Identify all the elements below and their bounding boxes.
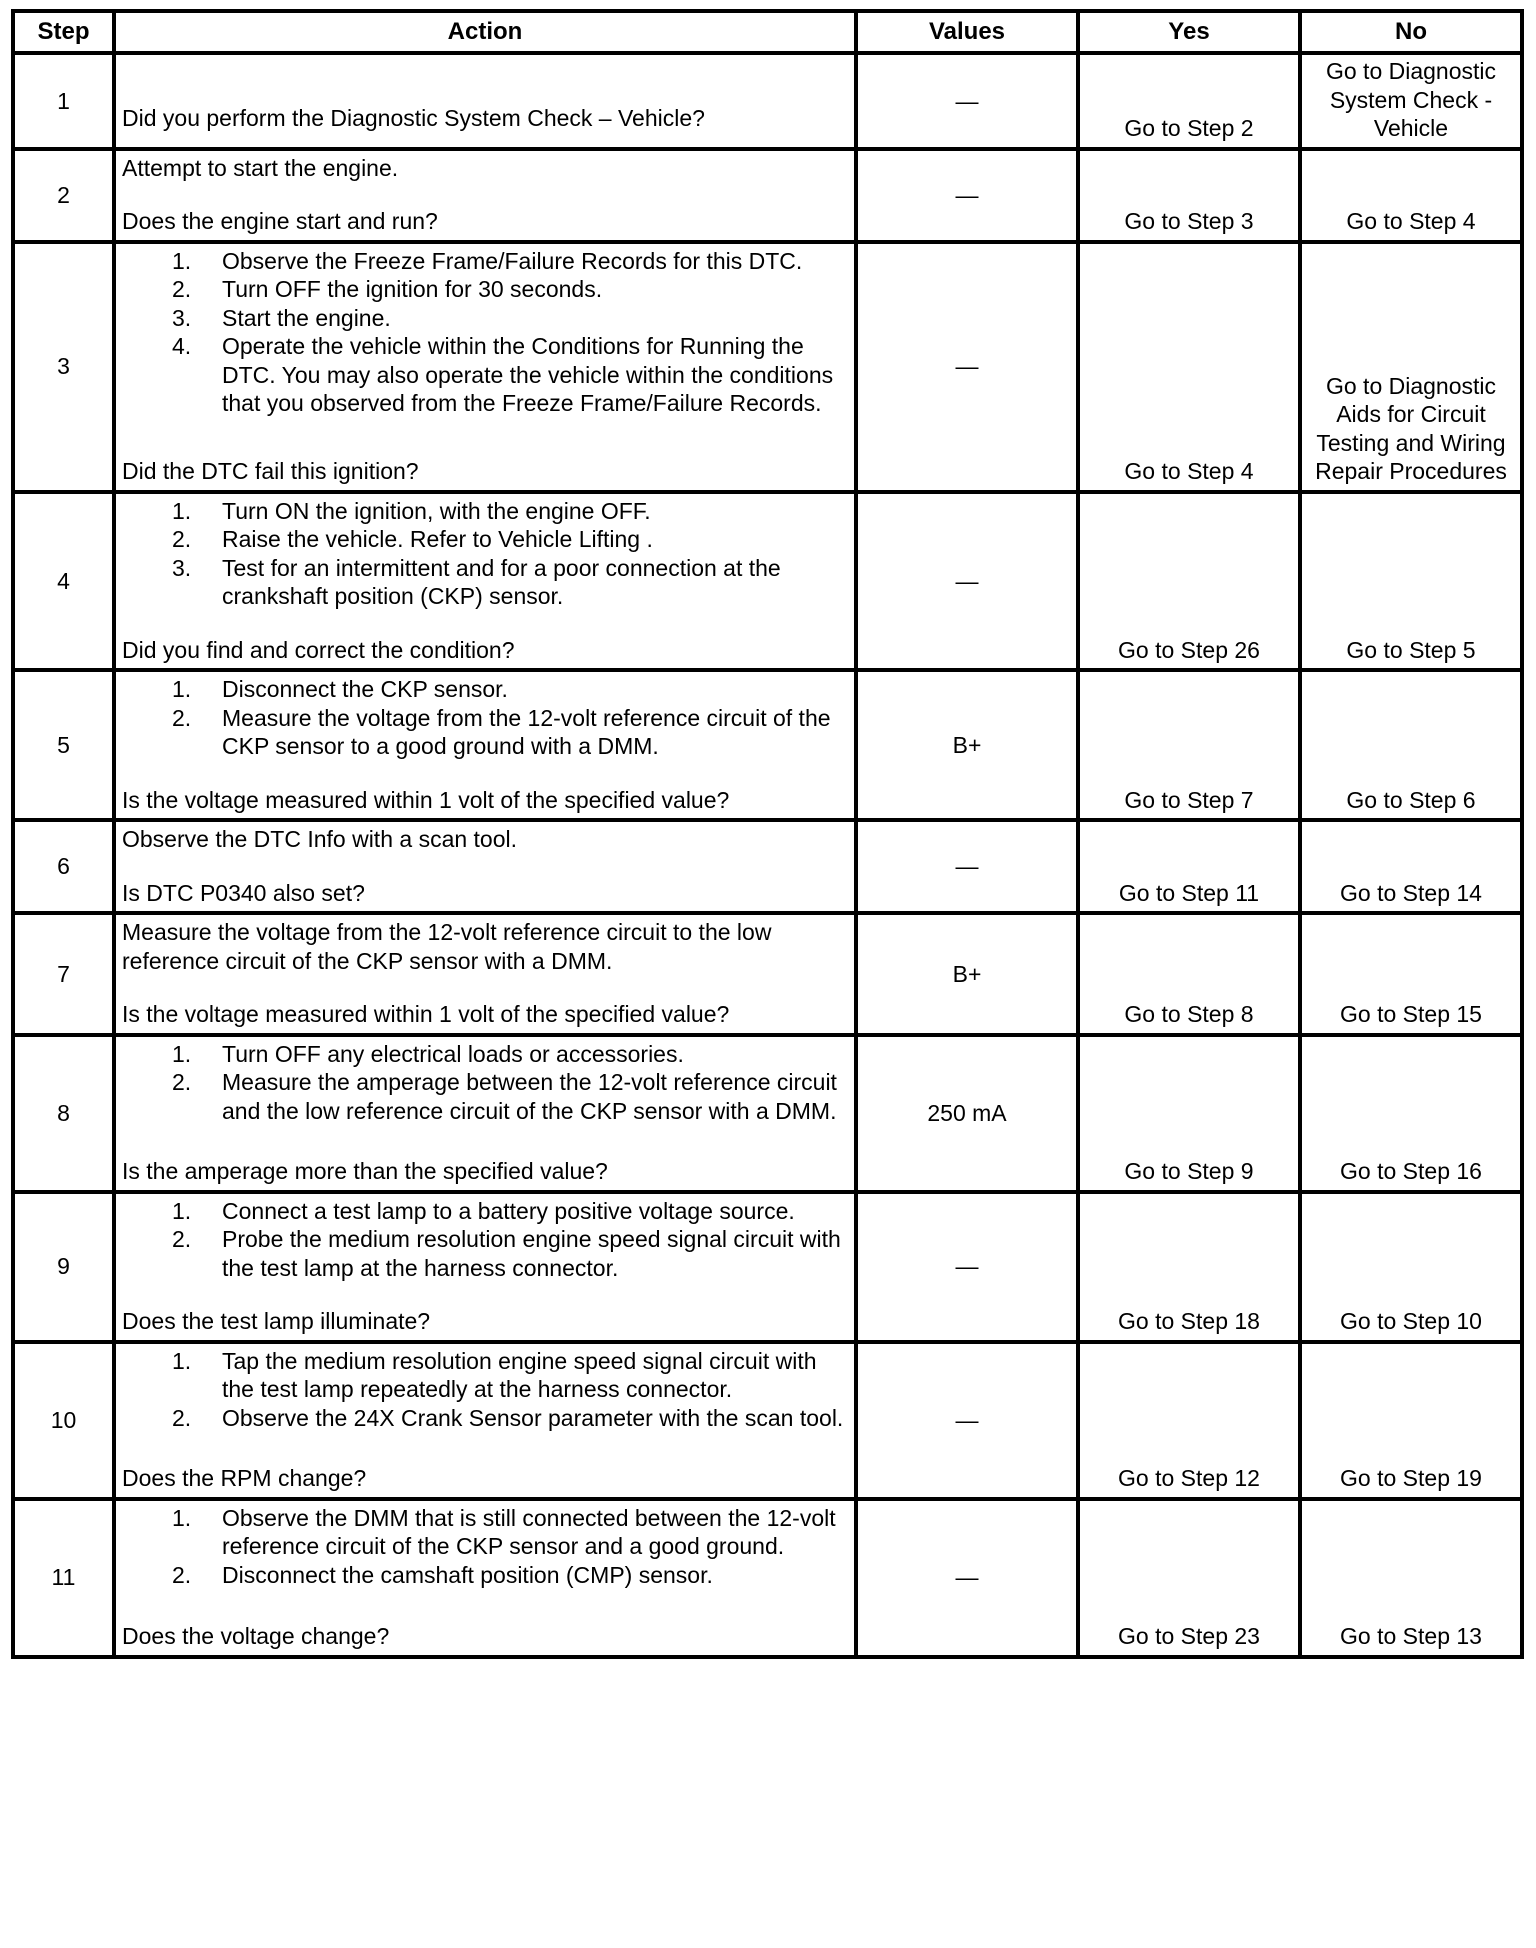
action-cell	[114, 242, 856, 492]
step-number: 11	[13, 1499, 114, 1657]
step-number: 10	[13, 1342, 114, 1499]
action-instructions	[122, 825, 848, 854]
yes-result: Go to Step 2	[1078, 53, 1300, 149]
action-text: Observe the DTC Info with a scan tool.	[122, 826, 518, 852]
no-result: Go to Step 10	[1300, 1192, 1522, 1342]
action-question: Is the voltage measured within 1 volt of the specified value?	[122, 786, 730, 813]
no-result: Go to Step 19	[1300, 1342, 1522, 1499]
step-number: 8	[13, 1035, 114, 1192]
header-action: Action	[114, 11, 856, 53]
substep-item: 1. Connect a test lamp to a battery positive voltage source.	[172, 1197, 795, 1224]
table-body	[13, 53, 1522, 1657]
header-no: No	[1300, 11, 1522, 53]
action-instructions	[122, 1040, 848, 1126]
substep-text: Start the engine.	[222, 304, 391, 331]
action-instructions	[122, 1347, 848, 1433]
value-cell: B+	[856, 670, 1078, 820]
action-question: Is the voltage measured within 1 volt of the specified value?	[122, 1001, 730, 1027]
no-result: Go to Step 5	[1300, 492, 1522, 671]
substep-text: Observe the 24X Crank Sensor parameter with the scan tool.	[222, 1404, 844, 1431]
step-number: 4	[13, 492, 114, 671]
action-question: Did you find and correct the condition?	[122, 636, 515, 663]
substep-item: 1. Disconnect the CKP sensor.	[172, 676, 508, 702]
yes-result: Go to Step 11	[1078, 820, 1300, 913]
table-row	[13, 670, 1522, 820]
substep-text: Test for an intermittent and for a poor connection at the crankshaft position (CKP) sensor.	[222, 554, 781, 609]
no-result: Go to Step 4	[1300, 149, 1522, 242]
substep-item: 3. Test for an intermittent and for a poor connection at the crankshaft position (CKP) sensor.	[172, 554, 781, 609]
substep-item: 1. Observe the DMM that is still connected between the 12-volt reference circuit of the CKP sensor and a good ground.	[172, 1504, 836, 1559]
header-row	[13, 11, 1522, 53]
action-instructions	[122, 675, 848, 761]
action-instructions	[122, 154, 848, 183]
action-cell	[114, 53, 856, 149]
substep-text: Probe the medium resolution engine speed signal circuit with the test lamp at the harness connector.	[222, 1226, 841, 1281]
substep-text: Measure the amperage between the 12-volt reference circuit and the low reference circuit of the CKP sensor with a DMM.	[222, 1069, 837, 1124]
no-result: Go to Step 6	[1300, 670, 1522, 820]
substep-text: Disconnect the CKP sensor.	[222, 676, 508, 702]
value-cell: B+	[856, 913, 1078, 1035]
yes-result: Go to Step 9	[1078, 1035, 1300, 1192]
yes-result: Go to Step 4	[1078, 242, 1300, 492]
value-cell: —	[856, 1192, 1078, 1342]
substep-list	[122, 247, 848, 418]
no-result: Go to Step 14	[1300, 820, 1522, 913]
table-row	[13, 1499, 1522, 1657]
action-instructions	[122, 247, 848, 418]
step-number: 9	[13, 1192, 114, 1342]
action-cell	[114, 149, 856, 242]
no-result: Go to Step 13	[1300, 1499, 1522, 1657]
substep-text: Turn OFF the ignition for 30 seconds.	[222, 276, 603, 302]
no-result: Go to Diagnostic System Check - Vehicle	[1300, 53, 1522, 149]
substep-item: 3. Start the engine.	[172, 304, 391, 331]
diagnostic-table	[11, 9, 1524, 1659]
substep-list	[122, 675, 848, 761]
header-yes: Yes	[1078, 11, 1300, 53]
substep-item: 2. Measure the amperage between the 12-volt reference circuit and the low reference circuit of the CKP sensor with a DMM.	[172, 1069, 837, 1124]
substep-text: Measure the voltage from the 12-volt reference circuit of the CKP sensor to a good ground with a DMM.	[222, 704, 831, 759]
substep-text: Raise the vehicle. Refer to Vehicle Lifting .	[222, 526, 653, 552]
substep-list	[122, 1197, 848, 1283]
substep-text: Disconnect the camshaft position (CMP) sensor.	[222, 1561, 713, 1588]
table-row	[13, 1192, 1522, 1342]
substep-item: 2. Disconnect the camshaft position (CMP) sensor.	[172, 1561, 713, 1588]
action-instructions	[122, 1504, 848, 1590]
no-result: Go to Step 15	[1300, 913, 1522, 1035]
step-number: 7	[13, 913, 114, 1035]
yes-result: Go to Step 26	[1078, 492, 1300, 671]
action-question: Does the test lamp illuminate?	[122, 1308, 431, 1334]
table-row	[13, 242, 1522, 492]
no-result: Go to Diagnostic Aids for Circuit Testing and Wiring Repair Procedures	[1300, 242, 1522, 492]
action-cell	[114, 1499, 856, 1657]
action-instructions	[122, 497, 848, 611]
action-question: Does the voltage change?	[122, 1623, 390, 1649]
substep-list	[122, 1347, 848, 1433]
substep-text: Tap the medium resolution engine speed signal circuit with the test lamp repeatedly at the harness connector.	[222, 1347, 817, 1402]
action-cell	[114, 1192, 856, 1342]
action-text: Attempt to start the engine.	[122, 154, 399, 181]
step-number: 1	[13, 53, 114, 149]
table-row	[13, 1035, 1522, 1192]
substep-item: 2. Turn OFF the ignition for 30 seconds.	[172, 276, 603, 302]
substep-item: 4. Operate the vehicle within the Conditions for Running the DTC. You may also operate the vehicle within the conditions that you observed from the Freeze Frame/Failure Records.	[172, 333, 834, 416]
action-cell	[114, 820, 856, 913]
value-cell: —	[856, 1499, 1078, 1657]
table-row	[13, 149, 1522, 242]
step-number: 2	[13, 149, 114, 242]
action-instructions	[122, 918, 848, 975]
substep-item: 1. Turn OFF any electrical loads or accessories.	[172, 1040, 684, 1067]
substep-text: Connect a test lamp to a battery positive voltage source.	[222, 1197, 795, 1224]
action-question: Is the amperage more than the specified value?	[122, 1158, 608, 1184]
action-cell	[114, 1342, 856, 1499]
substep-item: 2. Raise the vehicle. Refer to Vehicle Lifting .	[172, 526, 653, 552]
yes-result: Go to Step 7	[1078, 670, 1300, 820]
substep-item: 2. Observe the 24X Crank Sensor parameter with the scan tool.	[172, 1404, 844, 1431]
action-question: Did you perform the Diagnostic System Check – Vehicle?	[122, 104, 705, 131]
substep-text: Operate the vehicle within the Conditions for Running the DTC. You may also operate the vehicle within the conditions that you observed from the Freeze Frame/Failure Records.	[222, 333, 834, 416]
table-row	[13, 492, 1522, 671]
yes-result: Go to Step 23	[1078, 1499, 1300, 1657]
value-cell: —	[856, 820, 1078, 913]
action-question: Does the engine start and run?	[122, 208, 438, 234]
step-number: 3	[13, 242, 114, 492]
yes-result: Go to Step 18	[1078, 1192, 1300, 1342]
substep-list	[122, 497, 848, 611]
substep-item: 1. Turn ON the ignition, with the engine OFF.	[172, 497, 651, 524]
substep-item: 2. Probe the medium resolution engine speed signal circuit with the test lamp at the harness connector.	[172, 1226, 841, 1281]
value-cell: —	[856, 1342, 1078, 1499]
substep-item: 2. Measure the voltage from the 12-volt reference circuit of the CKP sensor to a good ground with a DMM.	[172, 704, 831, 759]
value-cell: —	[856, 149, 1078, 242]
action-cell	[114, 913, 856, 1035]
substep-list	[122, 1040, 848, 1126]
substep-list	[122, 1504, 848, 1590]
header-step: Step	[13, 11, 114, 53]
value-cell: —	[856, 242, 1078, 492]
substep-item: 1. Tap the medium resolution engine speed signal circuit with the test lamp repeatedly at the harness connector.	[172, 1347, 817, 1402]
no-result: Go to Step 16	[1300, 1035, 1522, 1192]
substep-text: Observe the DMM that is still connected between the 12-volt reference circuit of the CKP sensor and a good ground.	[222, 1504, 836, 1559]
action-instructions	[122, 1197, 848, 1283]
header-values: Values	[856, 11, 1078, 53]
action-cell	[114, 1035, 856, 1192]
action-cell	[114, 670, 856, 820]
table-row	[13, 53, 1522, 149]
action-question: Did the DTC fail this ignition?	[122, 458, 419, 484]
action-text: Measure the voltage from the 12-volt reference circuit to the low reference circuit of the CKP sensor with a DMM.	[122, 919, 772, 974]
substep-item: 1. Observe the Freeze Frame/Failure Records for this DTC.	[172, 247, 803, 274]
substep-text: Turn ON the ignition, with the engine OFF.	[222, 497, 651, 524]
table-row	[13, 913, 1522, 1035]
step-number: 6	[13, 820, 114, 913]
action-question: Does the RPM change?	[122, 1465, 367, 1491]
value-cell: —	[856, 492, 1078, 671]
yes-result: Go to Step 12	[1078, 1342, 1300, 1499]
yes-result: Go to Step 3	[1078, 149, 1300, 242]
yes-result: Go to Step 8	[1078, 913, 1300, 1035]
value-cell: —	[856, 53, 1078, 149]
action-question: Is DTC P0340 also set?	[122, 879, 365, 906]
value-cell: 250 mA	[856, 1035, 1078, 1192]
step-number: 5	[13, 670, 114, 820]
table-row	[13, 820, 1522, 913]
table-row	[13, 1342, 1522, 1499]
substep-text: Observe the Freeze Frame/Failure Records for this DTC.	[222, 247, 803, 274]
action-cell	[114, 492, 856, 671]
substep-text: Turn OFF any electrical loads or accessories.	[222, 1040, 684, 1067]
